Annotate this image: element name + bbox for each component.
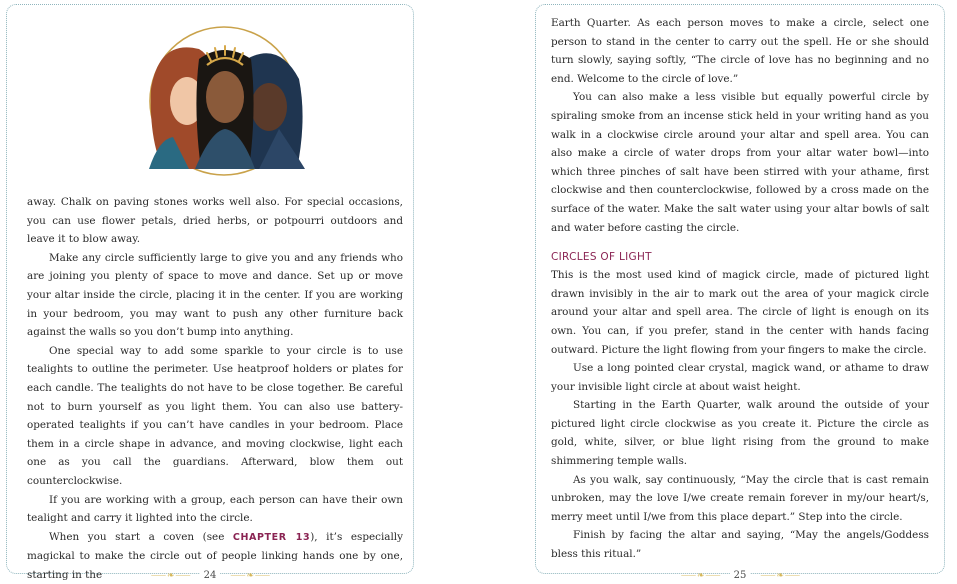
paragraph: One special way to add some sparkle to your circle is to use tealights to outline the perimeter. Use heatproof holders or plates for each candle. The tealights do not have to be close together. Be careful not to burn yourself as you light them. You can also use battery-operated tealights if you can’t have candles in your bedroom. Place them in a circle shape in advance, and moving clockwise, light each one as you call the guardians. Afterward, blow them out counterclockwise.	[27, 344, 403, 487]
paragraph: Earth Quarter. As each person moves to make a circle, select one person to stand in the center to carry out the spell. He or she should turn slowly, saying softly, “The circle of love has no beginning and no end. Welcome to the circle of love.”	[551, 17, 929, 85]
paragraph: If you are working with a group, each person can have their own tealight and carry it lighted into the circle.	[27, 493, 403, 525]
ornament-right-icon: ⸺ ❧ ⸺	[230, 571, 270, 581]
ornament-left-icon: ⸺ ❧ ⸺	[150, 571, 190, 581]
right-page	[535, 4, 945, 581]
paragraph: away. Chalk on paving stones works well also. For special occasions, you can use flower petals, dried herbs, or potpourri outdoors and leave it to blow away.	[27, 196, 403, 246]
paragraph: Finish by facing the altar and saying, “May the angels/Goddess bless this ritual.”	[551, 529, 929, 561]
paragraph: This is the most used kind of magick circle, made of pictured light drawn invisibly in the air to mark out the area of your magick circle around your altar and spell area. The circle of light is enough on its own. You can, if you prefer, stand in the center with hands facing outward. Picture the light flowing from your fingers to make the circle.	[551, 269, 929, 356]
paragraph: Make any circle sufficiently large to give you and any friends who are joining you plenty of space to move and dance. Set up or move your altar inside the circle, placing it in the center. If you are working in your bedroom, you may want to push any other furniture back against the walls so you don’t bump into anything.	[27, 251, 403, 339]
three-goddesses-illustration	[129, 19, 319, 179]
left-page	[6, 4, 414, 581]
paragraph-text: When you start a coven (see	[49, 530, 233, 543]
section-heading: CIRCLES OF LIGHT	[551, 251, 652, 264]
ornament-left-icon: ⸺ ❧ ⸺	[680, 571, 720, 581]
right-body-text	[551, 14, 929, 564]
paragraph-text: ), it’s especially magickal to make the circle out of people linking hands one by one, starting in the	[27, 530, 403, 581]
left-body-text	[27, 193, 403, 584]
page-number: 24	[200, 570, 221, 581]
paragraph: Starting in the Earth Quarter, walk around the outside of your pictured light circle clockwise as you create it. Picture the circle as gold, white, silver, or blue light rising from the ground to make shimmering temple walls.	[551, 399, 929, 468]
paragraph: As you walk, say continuously, “May the circle that is cast remain unbroken, may the love I/we create remain forever in my/our heart/s, merry meet until I/we from this place depart.” Step into the circle.	[551, 473, 929, 523]
page-number-footer	[6, 568, 414, 581]
chapter-13-link[interactable]: CHAPTER 13	[232, 531, 311, 543]
page-number: 25	[730, 570, 751, 581]
paragraph: Use a long pointed clear crystal, magick wand, or athame to draw your invisible light circle at about waist height.	[551, 362, 929, 393]
ornament-right-icon: ⸺ ❧ ⸺	[760, 571, 800, 581]
page-number-footer	[535, 568, 945, 581]
paragraph: You can also make a less visible but equally powerful circle by spiraling smoke from an incense stick held in your writing hand as you walk in a clockwise circle around your altar and spell area. You can also make a circle of water drops from your altar water bowl—into which three pinches of salt have been stirred with your athame, first clockwise and then counterclockwise, followed by a cross made on the surface of the water. Make the salt water using your altar bowls of salt and water before casting the circle.	[551, 91, 929, 234]
